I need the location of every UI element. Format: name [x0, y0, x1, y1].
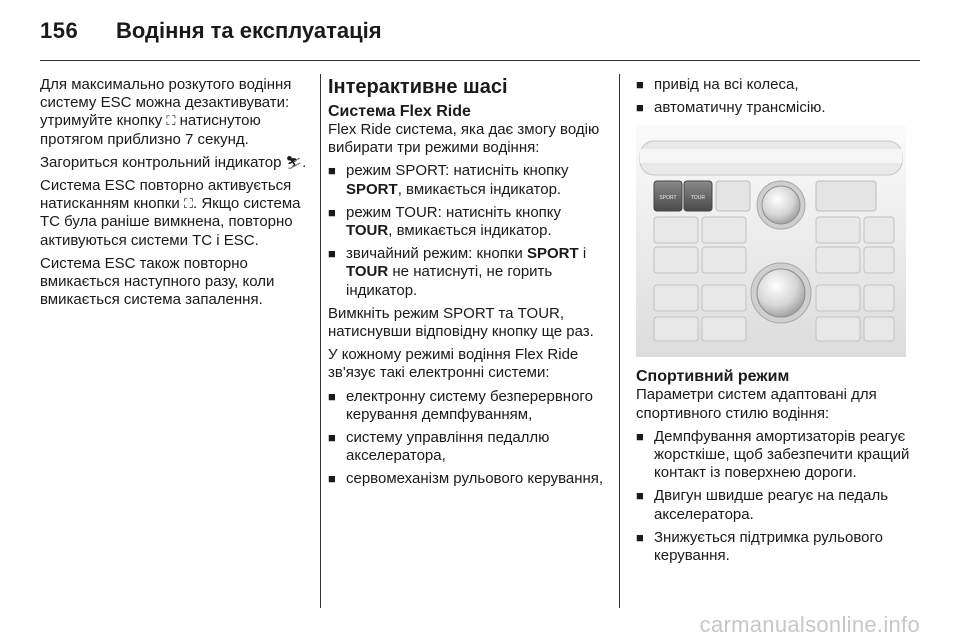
sport-mode-intro: Параметри систем адаптовані для спортивного стилю водіння: — [636, 386, 877, 422]
sport-mode-list — [636, 428, 924, 565]
list-item: ■ електронну систему безперервного керування демпфуванням, — [328, 387, 593, 423]
bullet-icon: ■ — [636, 77, 644, 92]
bullet-icon: ■ — [636, 428, 644, 444]
paragraph-esc-reactivate: Система ESC повторно активується натисканням кнопки ⛶. Якщо система TC була раніше вимкнена, повторно активуються системи TC і ESC. — [40, 177, 301, 249]
paragraph-mode-off: Вимкніть режим SPORT та TOUR, натиснувши відповідну кнопку ще раз. — [328, 304, 594, 341]
column-2 — [328, 76, 610, 494]
bullet-icon: ■ — [328, 430, 336, 446]
paragraph-indicator: Загориться контрольний індикатор ⛷. — [40, 153, 307, 171]
tour-button-label: TOUR — [690, 195, 706, 202]
list-item: ■ автоматичну трансмісію. — [636, 99, 826, 117]
mode-list — [328, 162, 610, 299]
bullet-icon: ■ — [636, 529, 644, 545]
upper-knob[interactable] — [762, 186, 800, 224]
list-item: ■ Знижується підтримка рульового керування. — [636, 528, 883, 565]
bullet-icon: ■ — [636, 100, 644, 116]
section-heading: Інтерактивне шасі — [328, 76, 508, 98]
bullet-icon: ■ — [636, 488, 644, 504]
column-divider-2 — [619, 74, 620, 608]
lower-knob[interactable] — [757, 269, 805, 317]
flexride-intro: Flex Ride система, яка дає змогу водію вибирати три режими водіння: — [328, 121, 600, 157]
bullet-icon: ■ — [328, 163, 336, 179]
list-item: ■ сервомеханізм рульового керування, — [328, 470, 604, 488]
bullet-icon: ■ — [328, 246, 336, 262]
sport-mode-heading: Спортивний режим — [636, 368, 790, 386]
esc-off-icon: ⛶ — [183, 196, 193, 212]
list-item: ■ режим SPORT: натисніть кнопку SPORT, вмикається індикатор. — [328, 162, 569, 198]
column-1 — [40, 76, 310, 314]
bullet-icon: ■ — [328, 471, 336, 487]
header-rule — [40, 60, 920, 61]
page-header — [40, 18, 920, 58]
control-panel-figure — [636, 125, 906, 357]
systems-list — [328, 388, 610, 489]
paragraph-esc-ignition: Система ESC також повторно вмикається наступного разу, коли вмикається система запалення. — [40, 254, 275, 309]
bullet-icon: ■ — [328, 204, 336, 220]
list-item: ■ режим TOUR: натисніть кнопку TOUR, вмикається індикатор. — [328, 203, 562, 240]
paragraph-esc-deactivate: Для максимально розкутого водіння систему ESC можна дезактивувати: утримуйте кнопку ⛶ натиснутою протягом приблизно 7 секунд. — [40, 76, 292, 148]
list-item: ■ привід на всі колеса, — [636, 76, 799, 93]
list-item: ■ Демпфування амортизаторів реагує жорсткіше, щоб забезпечити кращий контакт із поверхнею дороги. — [636, 427, 910, 482]
page-title: Водіння та експлуатація — [116, 18, 382, 43]
page-number: 156 — [40, 18, 79, 43]
list-item: ■ систему управління педаллю акселератора, — [328, 429, 550, 465]
list-item: ■ звичайний режим: кнопки SPORT і TOUR не натиснуті, не горить індикатор. — [328, 245, 587, 299]
column-divider-1 — [320, 74, 321, 608]
esc-off-icon: ⛶ — [166, 113, 176, 129]
control-panel-illustration — [636, 125, 906, 357]
watermark: carmanualsonline.info — [699, 612, 920, 637]
column-3 — [636, 76, 924, 570]
esc-indicator-icon: ⛷ — [285, 154, 303, 170]
paragraph-systems-intro: У кожному режимі водіння Flex Ride зв'язує такі електронні системи: — [328, 346, 579, 382]
subsection-heading: Система Flex Ride — [328, 103, 471, 120]
sport-button-label: SPORT — [659, 195, 677, 202]
list-item: ■ Двигун швидше реагує на педаль акселератора. — [636, 487, 889, 523]
systems-list-continued — [636, 76, 924, 117]
bullet-icon: ■ — [328, 388, 336, 404]
